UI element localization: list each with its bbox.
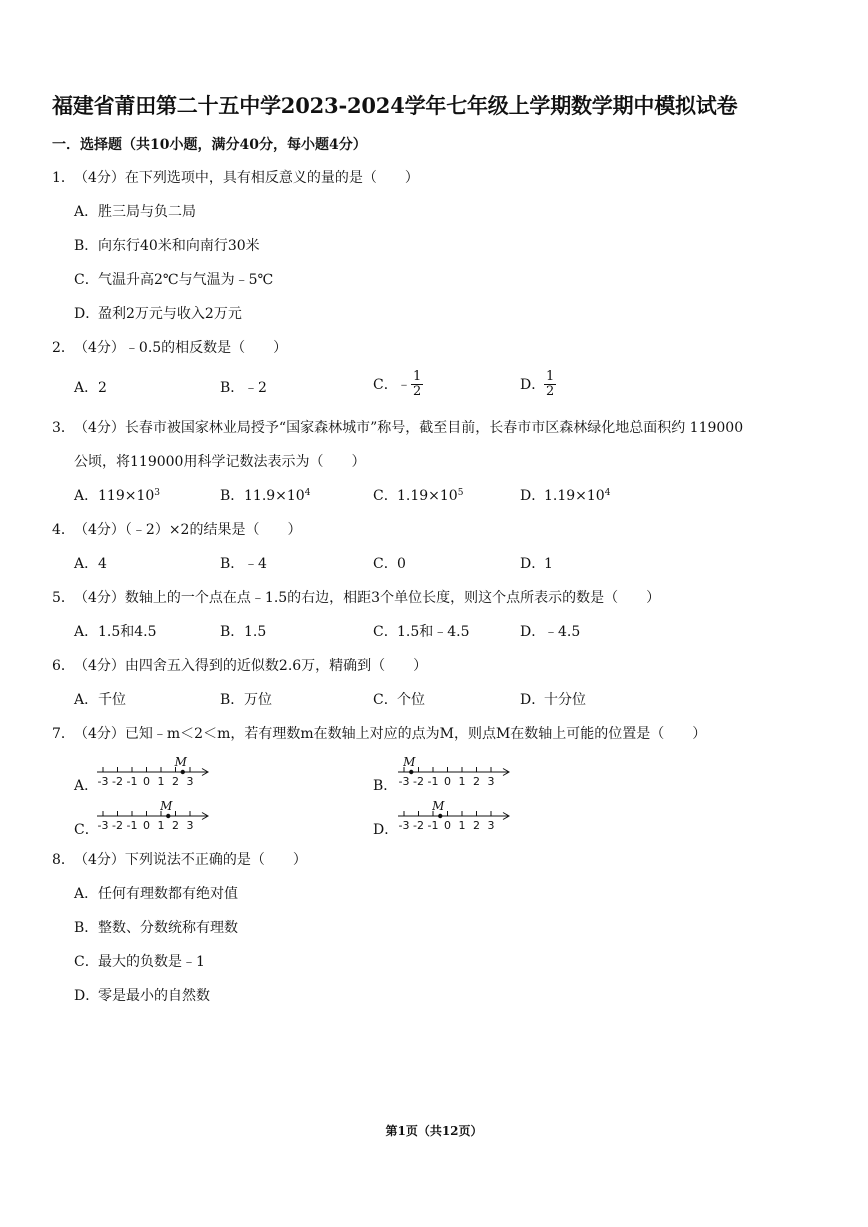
point-m-label: M xyxy=(432,799,445,813)
option-letter: C． xyxy=(373,692,398,708)
number-line-tick-label: 0 xyxy=(444,819,451,832)
question-text: （4分）数轴上的一个点在点﹣1.5的右边，相距3个单位长度，则这个点所表示的数是（ ） xyxy=(74,590,661,606)
option-letter: C． xyxy=(74,272,99,288)
question-8-option-a xyxy=(74,884,238,904)
number-line-tick-label: -3 xyxy=(97,775,109,788)
number-line-tick-label: -3 xyxy=(97,819,109,832)
number-line-tick-label: 3 xyxy=(487,819,495,832)
number-line-tick-label: -2 xyxy=(413,819,424,832)
question-4-option-b xyxy=(220,554,267,574)
numberline-option-a xyxy=(97,756,227,788)
option-letter: D． xyxy=(520,556,546,572)
point-m-dot xyxy=(166,814,170,818)
exponent: 3 xyxy=(154,488,161,498)
question-2-option-d xyxy=(520,370,556,399)
option-text: ﹣4.5 xyxy=(544,624,581,640)
option-letter: D． xyxy=(520,488,546,504)
number-line-tick-label: -3 xyxy=(398,775,410,788)
question-1-option-c xyxy=(74,270,273,290)
option-letter: A． xyxy=(74,886,99,902)
question-number: 3． xyxy=(52,420,75,436)
question-number: 6． xyxy=(52,658,75,674)
number-line-tick-label: 2 xyxy=(172,775,179,788)
option-letter: C． xyxy=(373,556,398,572)
option-text: 119×10 xyxy=(98,488,155,504)
option-letter: A． xyxy=(74,204,99,220)
number-line-tick-label: 2 xyxy=(473,819,480,832)
number-line-tick-label: -1 xyxy=(126,819,138,832)
question-1-option-d xyxy=(74,304,242,324)
question-2-option-a xyxy=(74,378,107,398)
option-letter: B． xyxy=(220,488,245,504)
fraction xyxy=(411,370,423,399)
question-number: 7． xyxy=(52,726,75,742)
number-line-tick-label: 1 xyxy=(458,819,466,832)
option-text: 万位 xyxy=(244,692,272,708)
option-text: 个位 xyxy=(397,692,425,708)
question-4-option-a xyxy=(74,554,107,574)
option-letter: B． xyxy=(74,920,99,936)
question-6-option-a xyxy=(74,690,126,710)
option-letter: A． xyxy=(74,488,99,504)
number-line-tick-label: -1 xyxy=(427,775,439,788)
question-2-stem xyxy=(52,338,287,358)
question-text: （4分）下列说法不正确的是（ ） xyxy=(74,852,307,868)
question-text: （4分）﹣0.5的相反数是（ ） xyxy=(74,340,288,356)
number-line-svg xyxy=(398,756,522,788)
question-6-stem xyxy=(52,656,427,676)
number-line-tick-label: 3 xyxy=(487,775,495,788)
numberline-option-c xyxy=(97,800,227,832)
question-text: （4分）在下列选项中，具有相反意义的量的是（ ） xyxy=(74,170,419,186)
option-letter: B． xyxy=(220,624,245,640)
option-text: 2 xyxy=(98,380,107,396)
option-text: 1.5和4.5 xyxy=(98,624,157,640)
question-3-stem-line2: 公顷，将119000用科学记数法表示为（ ） xyxy=(74,454,366,470)
numberline-option-b xyxy=(398,756,528,788)
question-3-stem xyxy=(52,418,743,438)
number-line-tick-label: -2 xyxy=(112,819,123,832)
fraction-numerator: 1 xyxy=(546,369,555,384)
question-5-option-a xyxy=(74,622,157,642)
question-7-option-a-letter: A． xyxy=(74,778,99,794)
option-text: 1.5 xyxy=(244,624,267,640)
option-letter: D． xyxy=(520,624,546,640)
number-line-tick-label: -1 xyxy=(427,819,439,832)
number-line-svg xyxy=(97,800,221,832)
option-text: 盈利2万元与收入2万元 xyxy=(98,306,242,322)
point-m-dot xyxy=(438,814,442,818)
question-1-stem xyxy=(52,168,419,188)
option-text: 1.19×10 xyxy=(544,488,605,504)
section-heading: 一．选择题（共10小题，满分40分，每小题4分） xyxy=(52,137,367,153)
fraction-denominator: 2 xyxy=(413,384,422,399)
option-text: 1 xyxy=(544,556,553,572)
option-text: 零是最小的自然数 xyxy=(98,988,210,1004)
question-8-option-b xyxy=(74,918,238,938)
option-letter: A． xyxy=(74,692,99,708)
question-8-option-c xyxy=(74,952,205,972)
number-line-tick-label: -3 xyxy=(398,819,410,832)
option-letter: B． xyxy=(220,380,245,396)
question-3-option-b xyxy=(220,486,310,506)
question-text: （4分）已知﹣m＜2＜m，若有理数m在数轴上对应的点为M，则点M在数轴上可能的位置是（ ） xyxy=(74,726,707,742)
question-7-option-b-letter: B． xyxy=(373,778,398,794)
option-text: ﹣2 xyxy=(244,380,267,396)
question-6-option-b xyxy=(220,690,272,710)
question-number: 2． xyxy=(52,340,75,356)
question-3-option-a xyxy=(74,486,160,506)
question-1-option-b xyxy=(74,236,260,256)
number-line-tick-label: 3 xyxy=(186,775,194,788)
point-m-dot xyxy=(181,770,185,774)
option-text: 整数、分数统称有理数 xyxy=(98,920,238,936)
number-line-tick-label: 2 xyxy=(473,775,480,788)
question-7-stem xyxy=(52,724,706,744)
option-letter: B． xyxy=(220,692,245,708)
option-letter: C． xyxy=(373,488,398,504)
number-line-tick-label: 1 xyxy=(458,775,466,788)
fraction xyxy=(544,370,556,399)
question-4-stem xyxy=(52,520,301,540)
question-number: 1． xyxy=(52,170,75,186)
question-4-option-c xyxy=(373,554,406,574)
question-5-stem xyxy=(52,588,660,608)
option-letter: B． xyxy=(220,556,245,572)
option-letter: D． xyxy=(74,988,100,1004)
option-text: 11.9×10 xyxy=(244,488,305,504)
point-m-dot xyxy=(409,770,413,774)
question-7-option-c-letter: C． xyxy=(74,822,99,838)
question-number: 5． xyxy=(52,590,75,606)
option-letter: A． xyxy=(74,624,99,640)
option-letter: D． xyxy=(74,306,100,322)
question-6-option-d xyxy=(520,690,586,710)
fraction-sign: ﹣ xyxy=(397,376,411,393)
option-text: 1.5和﹣4.5 xyxy=(397,624,470,640)
number-line-svg xyxy=(398,800,522,832)
option-text: 胜三局与负二局 xyxy=(98,204,196,220)
option-text: 4 xyxy=(98,556,107,572)
number-line-tick-label: 1 xyxy=(157,775,165,788)
point-m-label: M xyxy=(403,755,416,769)
exponent: 5 xyxy=(457,488,464,498)
option-text: 向东行40米和向南行30米 xyxy=(98,238,260,254)
option-letter: C． xyxy=(373,376,398,393)
option-text: 最大的负数是﹣1 xyxy=(98,954,205,970)
question-text: （4分）长春市被国家林业局授予“国家森林城市”称号，截至目前，长春市市区森林绿化地总面积约 119000 xyxy=(74,420,744,436)
option-letter: C． xyxy=(373,624,398,640)
question-5-option-b xyxy=(220,622,266,642)
option-letter: D． xyxy=(520,376,546,393)
number-line-tick-label: 1 xyxy=(157,819,165,832)
numberline-option-d xyxy=(398,800,528,832)
question-text: （4分）（﹣2）×2的结果是（ ） xyxy=(74,522,302,538)
option-letter: A． xyxy=(74,556,99,572)
number-line-tick-label: 0 xyxy=(444,775,451,788)
exponent: 4 xyxy=(304,488,311,498)
option-text: 十分位 xyxy=(544,692,586,708)
option-text: 1.19×10 xyxy=(397,488,458,504)
fraction-numerator: 1 xyxy=(413,369,422,384)
option-text: ﹣4 xyxy=(244,556,267,572)
number-line-tick-label: 0 xyxy=(143,819,150,832)
question-1-option-a xyxy=(74,202,196,222)
point-m-label: M xyxy=(160,799,173,813)
fraction-denominator: 2 xyxy=(546,384,555,399)
option-letter: B． xyxy=(74,238,99,254)
question-6-option-c xyxy=(373,690,425,710)
number-line-svg xyxy=(97,756,221,788)
option-text: 气温升高2℃与气温为﹣5℃ xyxy=(98,272,274,288)
option-text: 任何有理数都有绝对值 xyxy=(98,886,238,902)
question-number: 4． xyxy=(52,522,75,538)
number-line-tick-label: 0 xyxy=(143,775,150,788)
question-7-option-d-letter: D． xyxy=(373,822,399,838)
question-2-option-c xyxy=(373,370,423,399)
question-number: 8． xyxy=(52,852,75,868)
option-letter: C． xyxy=(74,954,99,970)
question-5-option-c xyxy=(373,622,470,642)
question-4-option-d xyxy=(520,554,553,574)
question-8-stem xyxy=(52,850,307,870)
question-3-option-c xyxy=(373,486,463,506)
question-text: （4分）由四舍五入得到的近似数2.6万，精确到（ ） xyxy=(74,658,428,674)
option-text: 0 xyxy=(397,556,406,572)
point-m-label: M xyxy=(174,755,187,769)
question-5-option-d xyxy=(520,622,580,642)
option-letter: D． xyxy=(520,692,546,708)
page-footer: 第1页（共12页） xyxy=(385,1124,483,1138)
number-line-tick-label: -2 xyxy=(112,775,123,788)
option-letter: A． xyxy=(74,380,99,396)
option-text: 千位 xyxy=(98,692,126,708)
exponent: 4 xyxy=(604,488,611,498)
question-8-option-d xyxy=(74,986,210,1006)
number-line-tick-label: -1 xyxy=(126,775,138,788)
question-2-option-b xyxy=(220,378,267,398)
page-title: 福建省莆田第二十五中学2023-2024学年七年级上学期数学期中模拟试卷 xyxy=(52,93,738,118)
question-3-option-d xyxy=(520,486,610,506)
number-line-tick-label: 3 xyxy=(186,819,194,832)
number-line-tick-label: -2 xyxy=(413,775,424,788)
number-line-tick-label: 2 xyxy=(172,819,179,832)
